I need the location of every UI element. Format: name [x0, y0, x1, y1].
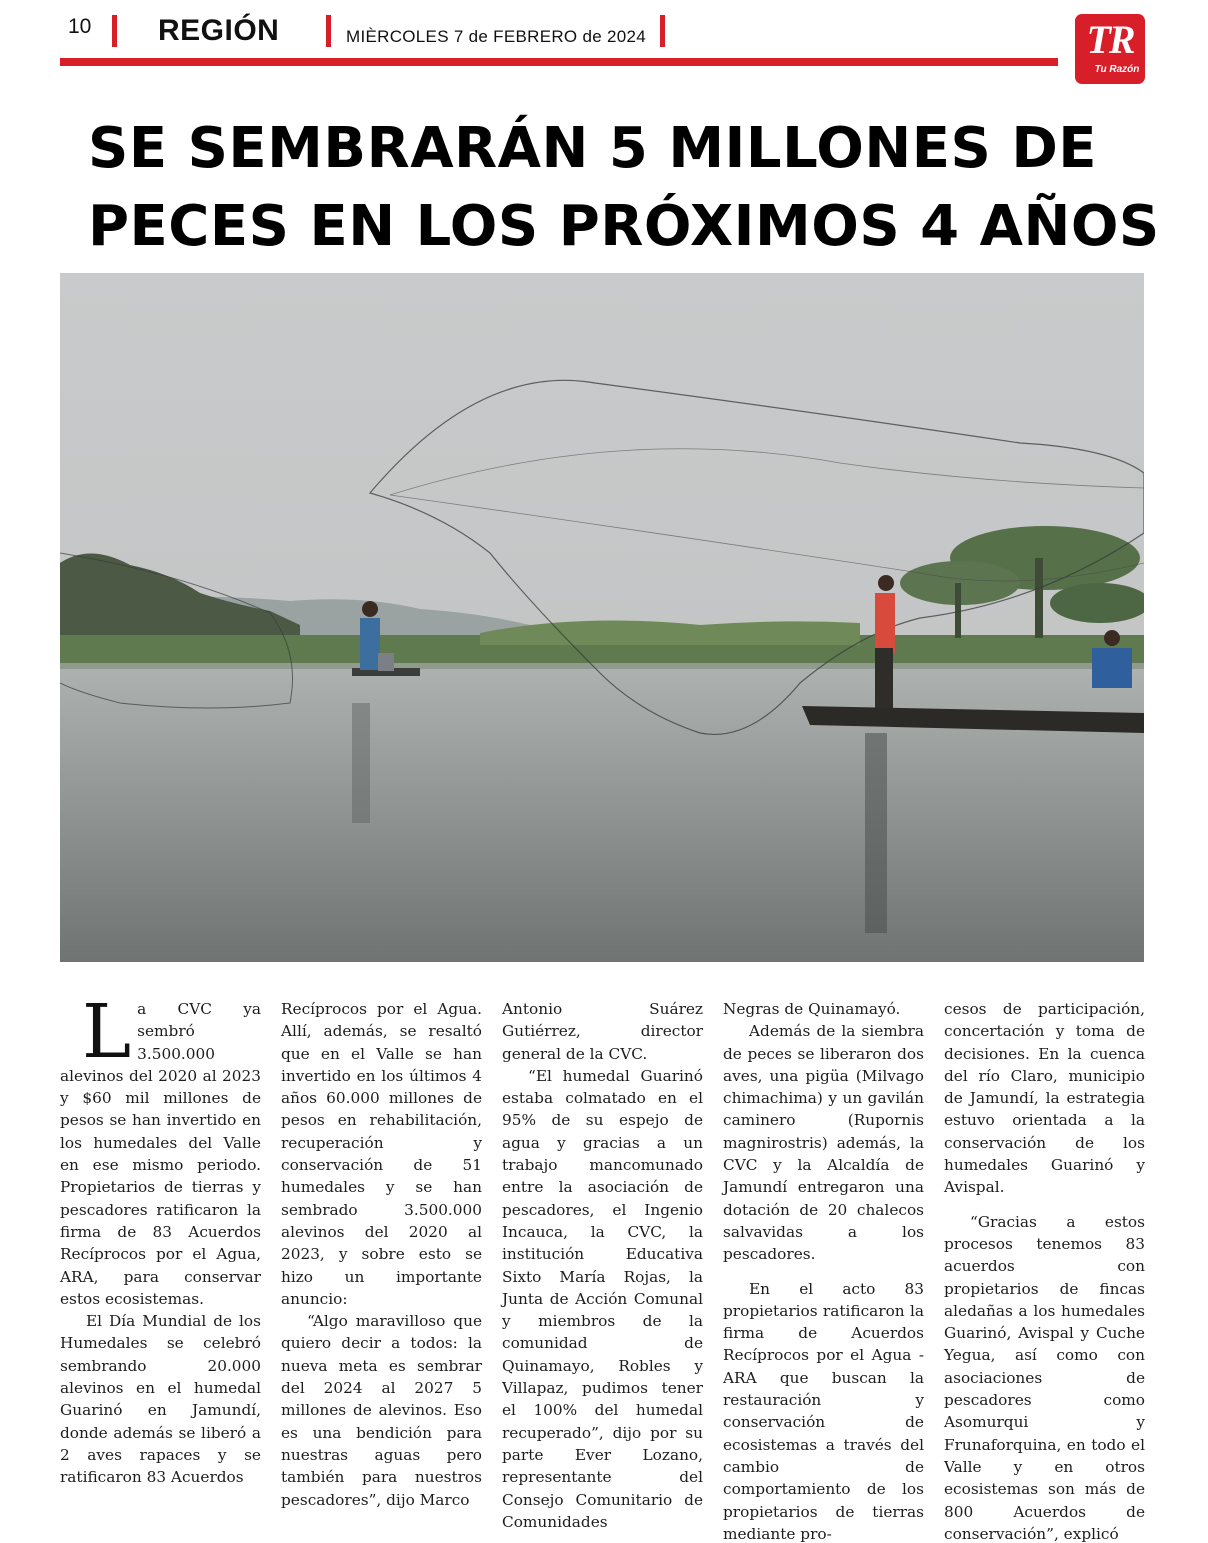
article-column-1: [60, 989, 261, 1489]
header-separator: [660, 15, 665, 47]
paragraph: a CVC ya sembró 3.500.000 alevinos del 2020 al 2023 y $60 mil millones de pesos se han invertido en los humedales del Valle en ese mismo periodo. Propietarios de tierras y pescadores ratificaron la firma de 83 Acuerdos Recíprocos por el Agua, ARA, para conservar estos ecosistemas.: [60, 1000, 261, 1308]
paragraph: En el acto 83 propietarios ratificaron la firma de Acuerdos Recíprocos por el Agua - ARA que buscan la restauración y conservación de ecosistemas a través del cambio de comportamiento de los propietarios de tierras mediante pro-: [723, 1279, 924, 1543]
paragraph: Antonio Suárez Gutiérrez, director general de la CVC.: [502, 1000, 703, 1063]
paragraph: El Día Mundial de los Humedales se celebró sembrando 20.000 alevinos en el humedal Guarinó en Jamundí, donde además se liberó a 2 aves rapaces y se ratificaron 83 Acuerdos: [60, 1312, 261, 1487]
header-separator: [112, 15, 117, 47]
article-column-3: [502, 998, 703, 1533]
article-body: [60, 989, 1145, 1543]
article-column-2: [281, 998, 482, 1511]
article-headline: [88, 110, 1168, 266]
headline-line-1: SE SEMBRARÁN 5 MILLONES DE: [88, 116, 1098, 181]
logo-mark: TR: [1086, 17, 1134, 62]
header-separator: [326, 15, 331, 47]
header-rule: [60, 58, 1058, 66]
paragraph: “Gracias a estos procesos tenemos 83 acuerdos con propietarios de fincas aledañas a los humedales Guarinó, Avispal y Cuche Yegua, así como con asociaciones de pescadores como Asomurqui y Frunaforquina, en todo el Valle y en otros ecosistemas son más de 800 Acuerdos de conservación”, explicó: [944, 1212, 1145, 1543]
issue-date: MIÈRCOLES 7 de FEBRERO de 2024: [346, 27, 647, 46]
publication-logo: [1075, 14, 1145, 84]
article-column-5: [944, 998, 1145, 1543]
drop-cap: L: [82, 989, 132, 1075]
logo-tagline: Tu Razón: [1094, 64, 1140, 75]
paragraph: “Algo maravilloso que quiero decir a todos: la nueva meta es sembrar del 2024 al 2027 5 millones de alevinos. Eso es una bendición para nuestras aguas pero también para nuestros pescadores”, dijo Marco: [281, 1312, 482, 1509]
section-title: REGIÓN: [158, 14, 280, 47]
article-column-4: [723, 998, 924, 1543]
paragraph: cesos de participación, concertación y toma de decisiones. En la cuenca del río Claro, municipio de Jamundí, la estrategia estuvo orientada a la conservación de los humedales Guarinó y Avispal.: [944, 1000, 1145, 1197]
headline-line-2: PECES EN LOS PRÓXIMOS 4 AÑOS: [88, 194, 1160, 259]
paragraph: Negras de Quinamayó.: [723, 1000, 901, 1018]
paragraph: Además de la siembra de peces se liberaron dos aves, una pigüa (Milvago chimachima) y un gavilán caminero (Rupornis magnirostris) además, la CVC y la Alcaldía de Jamundí entregaron una dotación de 20 chalecos salvavidas a los pescadores.: [723, 1022, 924, 1264]
paragraph: “El humedal Guarinó estaba colmatado en el 95% de su espejo de agua y gracias a un trabajo mancomunado entre la asociación de pescadores, el Ingenio Incauca, la CVC, la institución Educativa Sixto María Rojas, la Junta de Acción Comunal y miembros de la comunidad de Quinamayo, Robles y Villapaz, pudimos tener el 100% del humedal recuperado”, dijo por su parte Ever Lozano, representante del Consejo Comunitario de Comunidades: [502, 1066, 703, 1531]
fishermen-casting-nets-illustration: [60, 273, 1144, 962]
article-photo: [60, 273, 1144, 962]
paragraph: Recíprocos por el Agua. Allí, además, se resaltó que en el Valle se han invertido en los últimos 4 años 60.000 millones de pesos en rehabilitación, recuperación y conservación de 51 humedales y se han sembrado 3.500.000 alevinos del 2020 al 2023, y sobre esto se hizo un importante anuncio:: [281, 1000, 482, 1308]
page-number: 10: [68, 15, 92, 38]
